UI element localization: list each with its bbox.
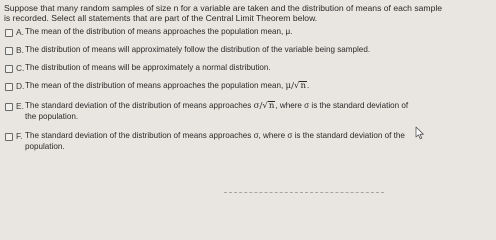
sqrt-icon: √ <box>262 101 268 111</box>
option-d-sqrt: n <box>300 81 307 91</box>
checkbox-e[interactable] <box>5 103 13 111</box>
option-d-mu: μ/ <box>285 81 294 91</box>
option-e-text-after: , where σ is the standard deviation of <box>275 101 409 110</box>
option-d-text-before: The mean of the distribution of means approaches the population mean, <box>25 81 286 90</box>
checkbox-a[interactable] <box>5 29 13 37</box>
option-e-sqrt: n <box>268 101 275 111</box>
option-e-text-before: The standard deviation of the distribution of means approaches <box>25 101 254 110</box>
bottom-divider <box>224 192 384 193</box>
option-b[interactable] <box>0 44 496 60</box>
option-c[interactable] <box>0 62 496 78</box>
option-a-text: The mean of the distribution of means approaches the population mean, μ. <box>25 27 293 36</box>
option-c-text: The distribution of means will be approximately a normal distribution. <box>25 63 271 72</box>
option-d-text <box>25 81 309 91</box>
mouse-pointer-icon <box>415 126 425 140</box>
option-f-continuation: population. <box>25 142 65 151</box>
option-d[interactable] <box>0 80 496 96</box>
checkbox-b[interactable] <box>5 47 13 55</box>
option-c-letter: C. <box>16 63 25 73</box>
checkbox-f[interactable] <box>5 133 13 141</box>
option-b-text: The distribution of means will approximately follow the distribution of the variable being sampled. <box>25 45 371 54</box>
sqrt-icon: √ <box>294 81 300 91</box>
option-e-continuation: the population. <box>25 112 79 121</box>
checkbox-c[interactable] <box>5 65 13 73</box>
option-f-text: The standard deviation of the distribution of means approaches σ, where σ is the standard deviation of the <box>25 131 405 140</box>
option-e[interactable] <box>0 99 496 125</box>
question-line-1: Suppose that many random samples of size n for a variable are taken and the distribution of means of each sample <box>4 3 443 13</box>
option-e-sigma: σ/ <box>253 101 263 111</box>
option-e-text <box>25 101 408 111</box>
option-d-letter: D. <box>16 81 25 91</box>
option-a[interactable] <box>0 26 496 42</box>
option-a-letter: A. <box>16 27 24 37</box>
option-d-text-after: . <box>307 81 310 90</box>
option-b-letter: B. <box>16 45 24 55</box>
option-e-letter: E. <box>16 101 24 111</box>
option-f-letter: F. <box>16 131 23 141</box>
question-line-2: is recorded. Select all statements that are part of the Central Limit Theorem below. <box>4 13 318 23</box>
checkbox-d[interactable] <box>5 83 13 91</box>
question-text <box>4 3 496 23</box>
